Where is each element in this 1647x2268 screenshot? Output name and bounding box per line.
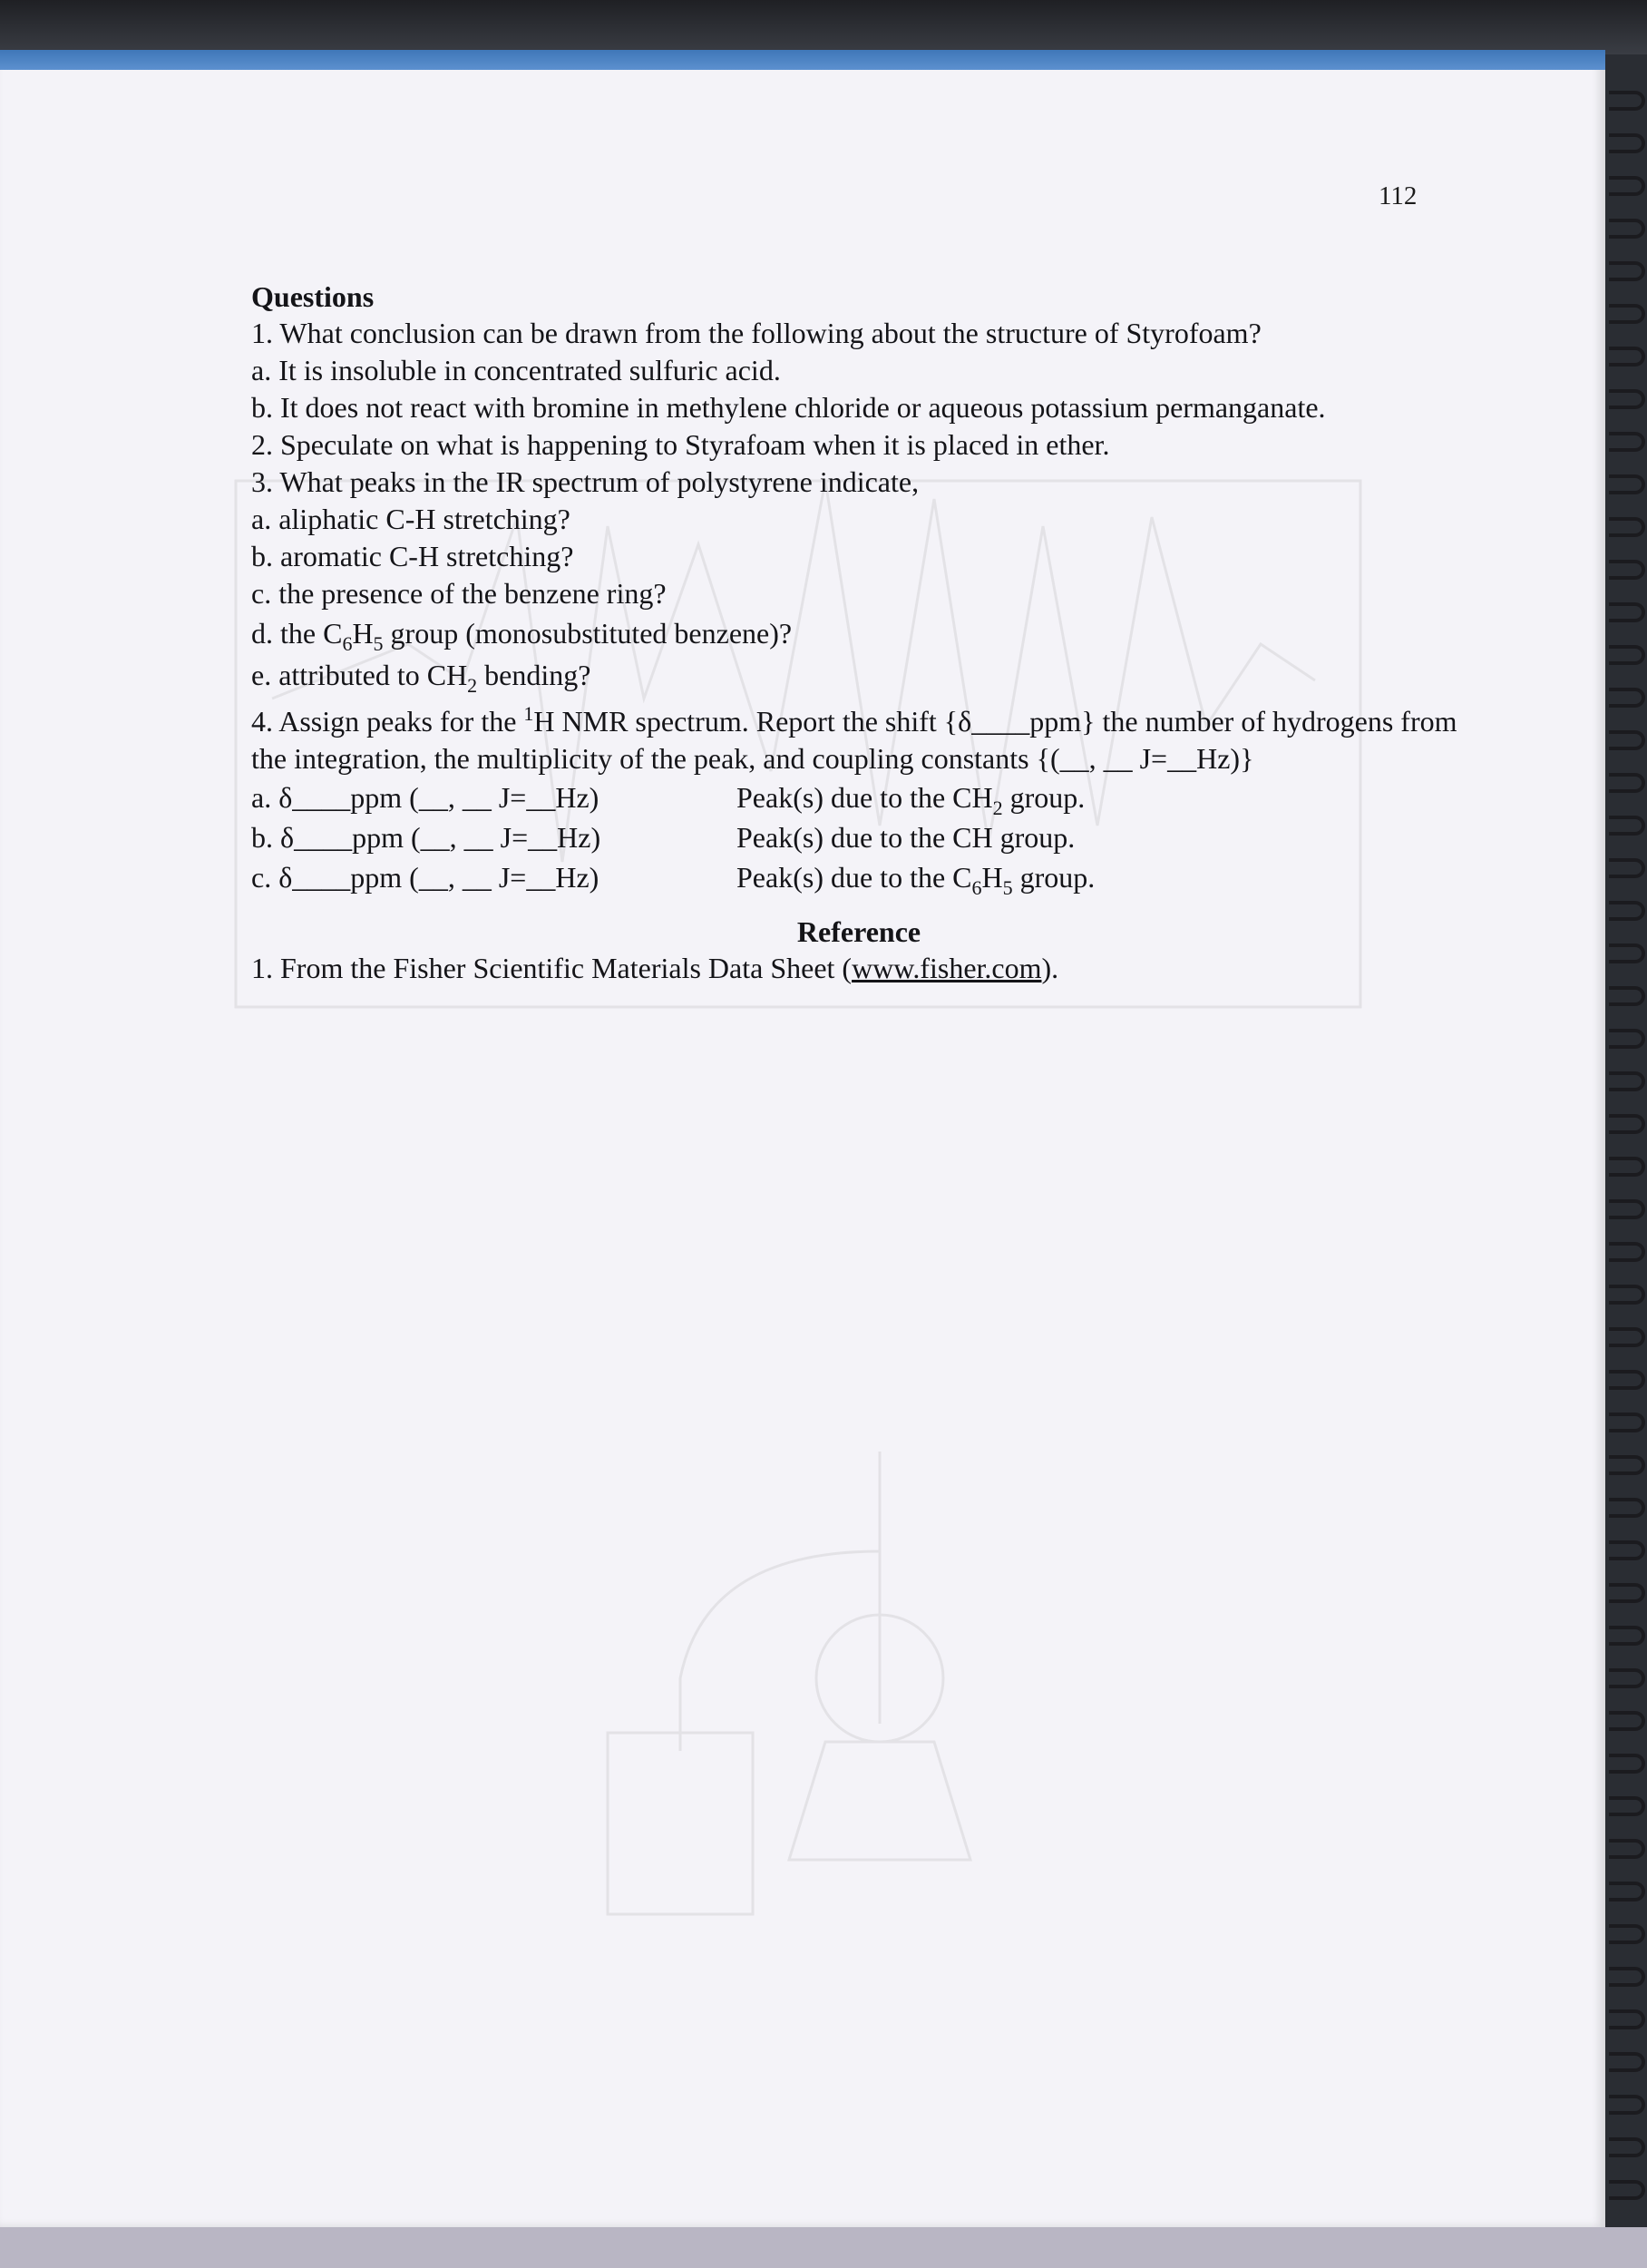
questions-section xyxy=(251,177,1485,987)
question-4b-description: Peak(s) due to the CH group. xyxy=(736,821,1076,854)
question-4a-text-1: Peak(s) due to the CH xyxy=(736,781,993,814)
spiral-coil xyxy=(1609,2009,1645,2029)
spiral-coil xyxy=(1609,304,1645,324)
subscript: 5 xyxy=(373,632,384,655)
spiral-coil xyxy=(1609,389,1645,409)
question-3c: c. the presence of the benzene ring? xyxy=(251,577,667,610)
spiral-coil xyxy=(1609,1071,1645,1091)
spiral-coil xyxy=(1609,1583,1645,1603)
subscript: 6 xyxy=(342,632,353,655)
question-3a: a. aliphatic C-H stretching? xyxy=(251,503,570,535)
question-1a: a. It is insoluble in concentrated sulfuric acid. xyxy=(251,354,781,386)
superscript: 1 xyxy=(523,702,534,725)
spiral-coil xyxy=(1609,2137,1645,2157)
spiral-binding xyxy=(1605,73,1647,2214)
blue-cover-edge xyxy=(0,50,1605,70)
bottom-page-edge xyxy=(0,2227,1647,2268)
spiral-coil xyxy=(1609,986,1645,1006)
subscript: 6 xyxy=(971,876,982,899)
question-4a-text-2: group. xyxy=(1002,781,1086,814)
spiral-coil xyxy=(1609,730,1645,750)
questions-heading: Questions xyxy=(251,280,375,313)
question-3e-text-2: bending? xyxy=(477,659,591,691)
spiral-coil xyxy=(1609,943,1645,963)
spiral-coil xyxy=(1609,1882,1645,1901)
question-4a-row xyxy=(251,777,1485,817)
spiral-coil xyxy=(1609,2052,1645,2072)
question-3d xyxy=(251,612,1485,654)
spiral-coil xyxy=(1609,1668,1645,1688)
page-number: 112 xyxy=(1379,181,1418,210)
spiral-coil xyxy=(1609,1029,1645,1049)
question-3b: b. aromatic C-H stretching? xyxy=(251,540,574,572)
background-top xyxy=(0,0,1647,54)
question-3d-text-3: group (monosubstituted benzene)? xyxy=(383,617,793,650)
question-4c-row xyxy=(251,857,1485,897)
subscript: 2 xyxy=(992,797,1003,819)
spiral-coil xyxy=(1609,1455,1645,1475)
question-3d-text-1: d. the C xyxy=(251,617,343,650)
question-3e xyxy=(251,654,1485,696)
spiral-coil xyxy=(1609,901,1645,921)
question-4c-description xyxy=(736,857,1095,897)
question-3: 3. What peaks in the IR spectrum of polystyrene indicate, xyxy=(251,465,920,498)
spiral-coil xyxy=(1609,1540,1645,1560)
question-4a-description xyxy=(736,777,1085,817)
spiral-coil xyxy=(1609,1285,1645,1305)
question-4b-blank: b. δ____ppm (__, __ J=__Hz) xyxy=(251,821,601,854)
question-4c-blank: c. δ____ppm (__, __ J=__Hz) xyxy=(251,861,599,894)
spiral-coil xyxy=(1609,602,1645,622)
spiral-coil xyxy=(1609,1114,1645,1134)
spiral-coil xyxy=(1609,688,1645,708)
question-4c-text-1: Peak(s) due to the C xyxy=(736,861,972,894)
spiral-coil xyxy=(1609,560,1645,580)
subscript: 2 xyxy=(467,674,478,697)
spiral-coil xyxy=(1609,261,1645,281)
spiral-coil xyxy=(1609,2095,1645,2115)
spiral-coil xyxy=(1609,1839,1645,1859)
spiral-coil xyxy=(1609,347,1645,367)
spiral-coil xyxy=(1609,1626,1645,1646)
spiral-coil xyxy=(1609,1754,1645,1774)
spiral-coil xyxy=(1609,645,1645,665)
spiral-coil xyxy=(1609,773,1645,793)
question-3d-text-2: H xyxy=(352,617,374,650)
question-2: 2. Speculate on what is happening to Styrafoam when it is placed in ether. xyxy=(251,428,1110,461)
reference-text-2: ). xyxy=(1041,952,1059,984)
question-4c-text-2: H xyxy=(981,861,1003,894)
reference-heading: Reference xyxy=(796,915,921,948)
question-4a-blank: a. δ____ppm (__, __ J=__Hz) xyxy=(251,781,599,814)
spiral-coil xyxy=(1609,2180,1645,2200)
spiral-coil xyxy=(1609,517,1645,537)
spiral-coil xyxy=(1609,1924,1645,1944)
spiral-coil xyxy=(1609,1242,1645,1262)
spiral-coil xyxy=(1609,1199,1645,1219)
spiral-coil xyxy=(1609,176,1645,196)
spiral-coil xyxy=(1609,1711,1645,1731)
spiral-coil xyxy=(1609,1796,1645,1816)
spiral-coil xyxy=(1609,1370,1645,1390)
fisher-link[interactable]: www.fisher.com xyxy=(852,952,1042,984)
spiral-coil xyxy=(1609,1498,1645,1518)
subscript: 5 xyxy=(1002,876,1013,899)
spiral-coil xyxy=(1609,133,1645,153)
question-4c-text-3: group. xyxy=(1012,861,1096,894)
spiral-coil xyxy=(1609,1157,1645,1177)
question-3e-text-1: e. attributed to CH xyxy=(251,659,468,691)
spiral-coil xyxy=(1609,1327,1645,1347)
spiral-coil xyxy=(1609,1413,1645,1432)
spiral-coil xyxy=(1609,816,1645,836)
spiral-coil xyxy=(1609,858,1645,878)
question-4-text-1: 4. Assign peaks for the xyxy=(251,705,524,738)
spiral-coil xyxy=(1609,432,1645,452)
spiral-coil xyxy=(1609,474,1645,494)
spiral-coil xyxy=(1609,91,1645,111)
question-1: 1. What conclusion can be drawn from the following about the structure of Styrofoam? xyxy=(251,317,1262,349)
spiral-coil xyxy=(1609,1967,1645,1987)
reference-item-1 xyxy=(251,950,1485,987)
question-1b: b. It does not react with bromine in methylene chloride or aqueous potassium permanganate. xyxy=(251,391,1326,424)
question-4 xyxy=(251,703,1467,777)
question-4b-row xyxy=(251,817,1485,857)
reference-text-1: 1. From the Fisher Scientific Materials Data Sheet ( xyxy=(251,952,853,984)
spiral-coil xyxy=(1609,219,1645,239)
question-4-text-2: H NMR spectrum. Report the shift {δ____ppm} the number of hydrogens from the integration, the multiplicity of the peak, and coupling constants {(__, __ J=__Hz)} xyxy=(251,705,1457,775)
